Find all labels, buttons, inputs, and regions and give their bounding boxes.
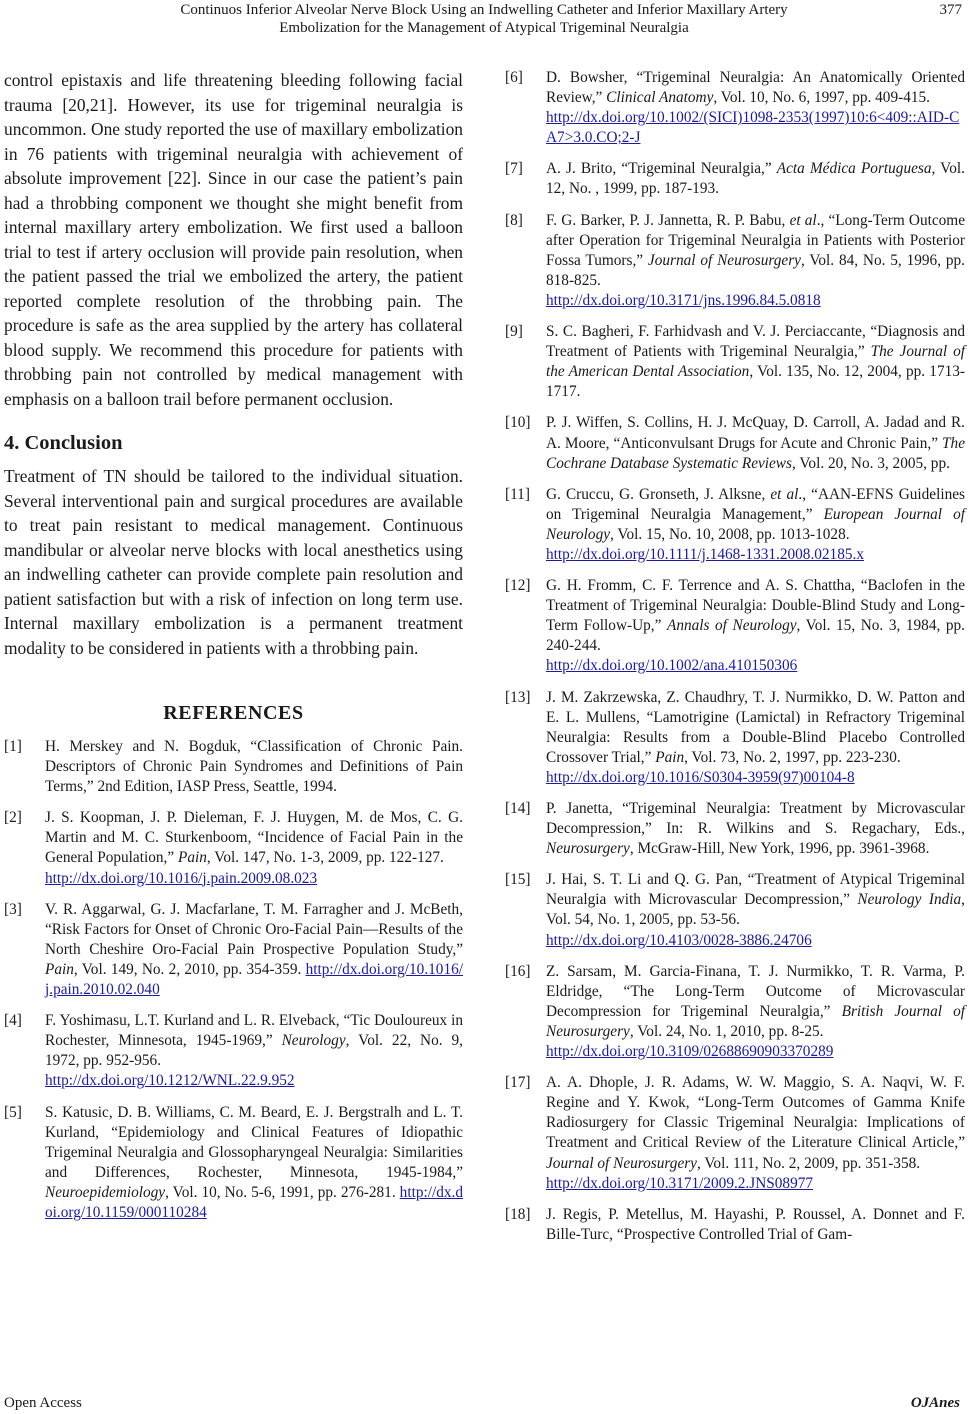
reference-fragment: , Vol. 24, No. 1, 2010, pp. 8-25. xyxy=(629,1022,824,1040)
references-heading: REFERENCES xyxy=(163,702,304,724)
reference-journal: Annals of Neurology xyxy=(666,617,797,635)
reference-number: [10] xyxy=(505,414,531,432)
reference-text xyxy=(546,323,965,400)
reference-text xyxy=(45,1012,463,1069)
reference-fragment: , Vol. 149, No. 2, 2010, pp. 354-359. xyxy=(73,960,306,978)
conclusion-paragraph: Treatment of TN should be tailored to the individual situation. Several interventional pain and surgical procedures are available to treat pain resistant to medical management. Continuous mandibular or alveolar nerve blocks with local anesthetics using an indwelling catheter can provide complete pain resolution and patient satisfaction but with a risk of infection on long term use. Internal maxillary embolization is a permanent treatment modality to be considered in patients with a throbbing pain. xyxy=(4,466,463,658)
reference-item xyxy=(505,576,965,676)
reference-item xyxy=(4,900,463,1000)
doi-link[interactable]: http://dx.doi.org/10.1016/j.pain.2010.02.040 xyxy=(45,960,463,999)
references-list-right xyxy=(505,68,965,1245)
reference-journal: Journal of Neurosurgery xyxy=(647,251,801,269)
right-column xyxy=(505,68,965,1256)
reference-journal: Neurology xyxy=(281,1032,346,1050)
reference-fragment: A. J. Brito, “Trigeminal Neuralgia,” xyxy=(546,160,777,178)
doi-link[interactable]: http://dx.doi.org/10.3171/2009.2.JNS08977 xyxy=(546,1174,814,1192)
reference-fragment: P. Janetta, “Trigeminal Neuralgia: Treatment by Microvascular Decompression,” In: R. Wilkins and S. Regachary, Eds., xyxy=(546,800,965,838)
reference-item xyxy=(4,1103,463,1224)
reference-fragment: J. Regis, P. Metellus, M. Hayashi, P. Roussel, A. Donnet and F. Bille-Turc, “Prospective Controlled Trial of Gam- xyxy=(546,1205,965,1243)
reference-number: [4] xyxy=(4,1012,22,1030)
reference-journal: et al xyxy=(789,211,817,229)
reference-fragment: , Vol. 135, No. 12, 2004, pp. 1713-1717. xyxy=(546,363,965,401)
doi-link[interactable]: http://dx.doi.org/10.4103/0028-3886.24706 xyxy=(546,931,812,949)
reference-fragment: ., “AAN-EFNS Guidelines on Trigeminal Neuralgia Management,” xyxy=(546,485,965,523)
reference-number: [11] xyxy=(505,485,530,503)
reference-fragment: S. C. Bagheri, F. Farhidvash and V. J. Perciaccante, “Diagnosis and Treatment of Patients with Trigeminal Neuralgia,” xyxy=(546,323,965,361)
reference-fragment: , Vol. 10, No. 5-6, 1991, pp. 276-281. xyxy=(165,1183,400,1201)
reference-fragment: ., “Long-Term Outcome after Operation for Trigeminal Neuralgia in Patients with Posterior Fossa Tumors,” xyxy=(546,211,965,269)
reference-text xyxy=(546,486,965,543)
reference-journal: Pain xyxy=(177,849,207,867)
reference-journal: Neurosurgery xyxy=(546,840,630,858)
reference-journal: Neurology India xyxy=(857,891,962,909)
reference-journal: Pain xyxy=(45,960,74,978)
reference-fragment: , Vol. 22, No. 9, 1972, pp. 952-956. xyxy=(45,1032,463,1070)
reference-number: [2] xyxy=(4,809,22,827)
reference-text xyxy=(546,1074,965,1171)
left-column xyxy=(4,68,463,1234)
reference-number: [17] xyxy=(505,1074,531,1092)
reference-fragment: , Vol. 20, No. 3, 2005, pp. xyxy=(791,454,950,472)
reference-journal: Clinical Anatomy xyxy=(606,89,714,107)
reference-text xyxy=(45,738,463,795)
open-access-label: Open Access xyxy=(4,1395,82,1411)
reference-fragment: D. Bowsher, “Trigeminal Neuralgia: An Anatomically Oriented Review,” xyxy=(546,69,965,107)
reference-item xyxy=(505,322,965,402)
reference-item xyxy=(505,485,965,565)
reference-fragment: , Vol. 84, No. 5, 1996, pp. 818-825. xyxy=(546,251,965,289)
reference-item xyxy=(505,159,965,199)
reference-fragment: G. Cruccu, G. Gronseth, J. Alksne, xyxy=(546,485,771,503)
reference-journal: The Cochrane Database Systematic Reviews xyxy=(546,434,965,472)
reference-number: [6] xyxy=(505,69,523,86)
reference-number: [12] xyxy=(505,577,531,595)
reference-fragment: , Vol. 12, No. , 1999, pp. 187-193. xyxy=(546,160,965,198)
reference-item xyxy=(4,737,463,797)
doi-link[interactable]: http://dx.doi.org/10.1111/j.1468-1331.2008.02185.x xyxy=(546,545,864,563)
reference-fragment: J. M. Zakrzewska, Z. Chaudhry, T. J. Nurmikko, D. W. Patton and E. L. Mullens, “Lamotrigine (Lamictal) in Refractory Trigeminal Neuralgia: Results from a Double-Blind Placebo Controlled Crossover Trial,” xyxy=(546,688,965,766)
reference-fragment: , Vol. 15, No. 10, 2008, pp. 1013-1028. xyxy=(610,525,850,543)
reference-number: [7] xyxy=(505,160,523,178)
conclusion-heading: 4. Conclusion xyxy=(4,432,123,454)
reference-number: [18] xyxy=(505,1205,531,1223)
doi-link[interactable]: http://dx.doi.org/10.1159/000110284 xyxy=(45,1183,463,1221)
reference-fragment: P. J. Wiffen, S. Collins, H. J. McQuay, D. Carroll, A. Jadad and R. A. Moore, “Anticonvulsant Drugs for Acute and Chronic Pain,” xyxy=(546,414,965,452)
reference-text xyxy=(546,212,965,289)
reference-fragment: , Vol. 54, No. 1, 2005, pp. 53-56. xyxy=(546,891,965,929)
reference-fragment: , Vol. 15, No. 3, 1984, pp. 240-244. xyxy=(546,617,965,655)
reference-text xyxy=(546,963,965,1040)
reference-journal: Neuroepidemiology xyxy=(45,1183,166,1201)
reference-fragment: J. Hai, S. T. Li and Q. G. Pan, “Treatment of Atypical Trigeminal Neuralgia with Microvascular Decompression,” xyxy=(546,871,965,909)
reference-item xyxy=(4,808,463,888)
reference-fragment: S. Katusic, D. B. Williams, C. M. Beard, E. J. Bergstralh and L. T. Kurland, “Epidemiology and Clinical Features of Idiopathic Trigeminal Neuralgia and Glossopharyngeal Neuralgia: Similarities and Differences, Rochester, Minnesota, 1945-1984,” xyxy=(45,1103,463,1181)
running-title-line-2: Embolization for the Management of Atypical Trigeminal Neuralgia xyxy=(279,20,689,36)
reference-number: [9] xyxy=(505,323,523,341)
running-title-line-1: Continuos Inferior Alveolar Nerve Block Using an Indwelling Catheter and Inferior Maxillary Artery xyxy=(180,2,788,18)
reference-fragment: , Vol. 147, No. 1-3, 2009, pp. 122-127. xyxy=(206,849,444,867)
doi-link[interactable]: http://dx.doi.org/10.3109/02688690903370289 xyxy=(546,1043,834,1061)
reference-number: [8] xyxy=(505,211,523,229)
reference-journal: Acta Médica Portuguesa xyxy=(776,160,932,178)
reference-journal: et al xyxy=(770,485,799,503)
reference-number: [13] xyxy=(505,688,531,706)
reference-fragment: F. Yoshimasu, L.T. Kurland and L. R. Elveback, “Tic Douloureux in Rochester, Minnesota, 1945-1969,” xyxy=(45,1012,463,1050)
reference-number: [3] xyxy=(4,900,22,918)
reference-text xyxy=(546,871,965,928)
reference-journal: British Journal of Neurosurgery xyxy=(546,1002,966,1040)
reference-item xyxy=(505,1205,965,1245)
reference-fragment: , Vol. 73, No. 2, 1997, pp. 223-230. xyxy=(684,748,901,766)
reference-item xyxy=(505,688,965,788)
reference-text xyxy=(45,809,463,866)
doi-link[interactable]: http://dx.doi.org/10.1016/S0304-3959(97)00104-8 xyxy=(546,768,855,786)
reference-fragment: Z. Sarsam, M. Garcia-Finana, T. J. Nurmikko, T. R. Varma, P. Eldridge, “The Long-Term Outcome of Microvascular Decompression for Trigeminal Neuralgia,” xyxy=(546,962,965,1020)
reference-fragment: , Vol. 111, No. 2, 2009, pp. 351-358. xyxy=(696,1154,921,1172)
reference-item xyxy=(505,211,965,311)
running-header xyxy=(0,0,968,46)
reference-text xyxy=(546,577,965,654)
reference-fragment: A. A. Dhople, J. R. Adams, W. W. Maggio, S. A. Naqvi, W. F. Regine and Y. Kwok, “Long-Term Outcomes of Gamma Knife Radiosurgery for Classic Trigeminal Neuralgia: Implications of Treatment and Critical Review of the Literature Clinical Article,” xyxy=(546,1074,965,1152)
reference-item xyxy=(505,1073,965,1194)
references-list-left xyxy=(4,737,463,1223)
reference-text xyxy=(546,414,965,471)
doi-link[interactable]: http://dx.doi.org/10.1002/(SICI)1098-2353(1997)10:6<409::AID-CA7>3.0.CO;2-J xyxy=(546,109,960,147)
reference-journal: The Journal of the American Dental Association xyxy=(546,343,965,381)
reference-number: [16] xyxy=(505,962,531,980)
reference-text xyxy=(546,160,965,197)
reference-fragment: V. R. Aggarwal, G. J. Macfarlane, T. M. Farragher and J. McBeth, “Risk Factors for Onset of Chronic Oro-Facial Pain—Results of the North Cheshire Oro-Facial Pain Prospective Population Study,” xyxy=(45,900,463,958)
reference-text xyxy=(546,689,965,766)
reference-journal: European Journal of Neurology xyxy=(546,505,965,543)
discussion-paragraph: control epistaxis and life threatening bleeding following facial trauma [20,21]. However, its use for trigeminal neuralgia is uncommon. One study reported the use of maxillary embolization in 76 patients with trigeminal neuralgia with achievement of absolute improvement [22]. Since in our case the patient’s pain had a throbbing component we thought she might benefit from internal maxillary artery embolization. We first used a balloon trial to test if artery occlusion will provide pain resolution, when the patient passed the trial we embolized the artery, the patient reported complete resolution of the throbbing pain. The procedure is safe as the area supplied by the artery has collateral blood supply. We recommend this procedure for patients with throbbing pain not controlled by medical management with emphasis on a balloon trail before permanent occlusion. xyxy=(4,70,463,409)
reference-journal: Journal of Neurosurgery xyxy=(546,1154,697,1172)
journal-abbreviation: OJAnes xyxy=(910,1395,960,1411)
reference-item xyxy=(505,413,965,473)
reference-text xyxy=(546,800,965,857)
reference-fragment: , Vol. 10, No. 6, 1997, pp. 409-415. xyxy=(713,89,930,107)
reference-number: [15] xyxy=(505,871,531,889)
reference-item xyxy=(4,1011,463,1091)
reference-fragment: F. G. Barker, P. J. Jannetta, R. P. Babu, xyxy=(546,211,790,229)
reference-item xyxy=(505,870,965,950)
doi-link[interactable]: http://dx.doi.org/10.3171/jns.1996.84.5.0818 xyxy=(546,291,821,309)
doi-link[interactable]: http://dx.doi.org/10.1016/j.pain.2009.08.023 xyxy=(45,869,318,887)
reference-item xyxy=(505,68,965,148)
doi-link[interactable]: http://dx.doi.org/10.1212/WNL.22.9.952 xyxy=(45,1072,295,1090)
reference-fragment: J. S. Koopman, J. P. Dieleman, F. J. Huygen, M. de Mos, C. G. Martin and M. C. Sturkenboom, “Incidence of Facial Pain in the General Population,” xyxy=(45,809,463,867)
reference-text xyxy=(546,1206,965,1243)
reference-item xyxy=(505,799,965,859)
reference-text xyxy=(546,69,965,106)
reference-journal: Pain xyxy=(655,748,685,766)
reference-number: [14] xyxy=(505,800,531,817)
reference-fragment: G. H. Fromm, C. F. Terrence and A. S. Chattha, “Baclofen in the Treatment of Trigeminal Neuralgia: Double-Blind Study and Long-Term Follow-Up,” xyxy=(546,577,965,635)
reference-number: [1] xyxy=(4,738,22,755)
page-number: 377 xyxy=(939,2,962,18)
reference-fragment: H. Merskey and N. Bogduk, “Classification of Chronic Pain. Descriptors of Chronic Pain Syndromes and Definitions of Pain Terms,” 2nd Edition, IASP Press, Seattle, 1994. xyxy=(45,738,463,796)
reference-fragment: , McGraw-Hill, New York, 1996, pp. 3961-3968. xyxy=(629,840,930,858)
doi-link[interactable]: http://dx.doi.org/10.1002/ana.410150306 xyxy=(546,657,798,675)
reference-item xyxy=(505,962,965,1062)
reference-number: [5] xyxy=(4,1103,22,1121)
